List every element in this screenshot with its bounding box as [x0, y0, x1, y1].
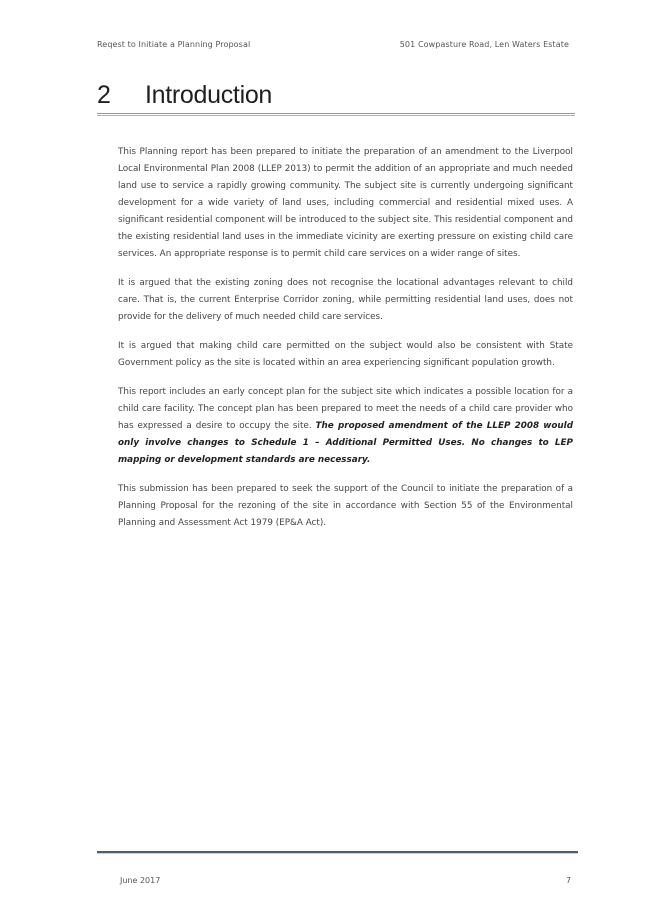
- page-number: 7: [566, 876, 572, 885]
- chapter-heading: [97, 80, 575, 110]
- paragraph-emphasis: The proposed amendment of the LLEP 2008 would only involve changes to Schedule 1 – Additional Permitted Uses. No changes to LEP mapping or development standards are necessary.: [118, 421, 573, 465]
- paragraph-text: It is argued that making child care permitted on the subject would also be consistent with State Government policy as the site is located within an area experiencing significant population growth.: [118, 341, 573, 368]
- paragraph-4: [118, 384, 573, 469]
- body-text: [118, 144, 573, 544]
- footer-date: June 2017: [120, 876, 161, 885]
- paragraph-text: This Planning report has been prepared to initiate the preparation of an amendment to the Liverpool Local Environmental Plan 2008 (LLEP 2013) to permit the addition of an appropriate and much needed land use to service a rapidly growing community. The subject site is currently undergoing significant development for a wide variety of land uses, including commercial and residential mixed uses. A significant residential component will be introduced to the subject site. This residential component and the existing residential land uses in the immediate vicinity are exerting pressure on existing child care services. An appropriate response is to permit child care services on a wider range of sites.: [118, 147, 573, 259]
- paragraph-2: [118, 275, 573, 326]
- paragraph-text: This submission has been prepared to seek the support of the Council to initiate the preparation of a Planning Proposal for the rezoning of the site in accordance with Section 55 of the Environmental Planning and Assessment Act 1979 (EP&A Act).: [118, 484, 573, 528]
- paragraph-5: [118, 481, 573, 532]
- paragraph-3: [118, 338, 573, 372]
- paragraph-1: [118, 144, 573, 263]
- chapter-title: Introduction: [145, 81, 273, 109]
- header-site-address: 501 Cowpasture Road, Len Waters Estate: [399, 40, 569, 49]
- chapter-number: 2: [97, 81, 111, 109]
- footer-divider: [97, 851, 578, 854]
- header-document-title: Reqest to Initiate a Planning Proposal: [97, 40, 251, 49]
- chapter-divider: [97, 113, 575, 116]
- chapter-heading-block: [97, 80, 575, 110]
- paragraph-text: This report includes an early concept plan for the subject site which indicates a possible location for a child care facility. The concept plan has been prepared to meet the needs of a child care provider who has expressed a desire to occupy the site.: [118, 387, 573, 431]
- paragraph-text: It is argued that the existing zoning does not recognise the locational advantages relevant to child care. That is, the current Enterprise Corridor zoning, while permitting residential land uses, does not provide for the delivery of much needed child care services.: [118, 278, 573, 322]
